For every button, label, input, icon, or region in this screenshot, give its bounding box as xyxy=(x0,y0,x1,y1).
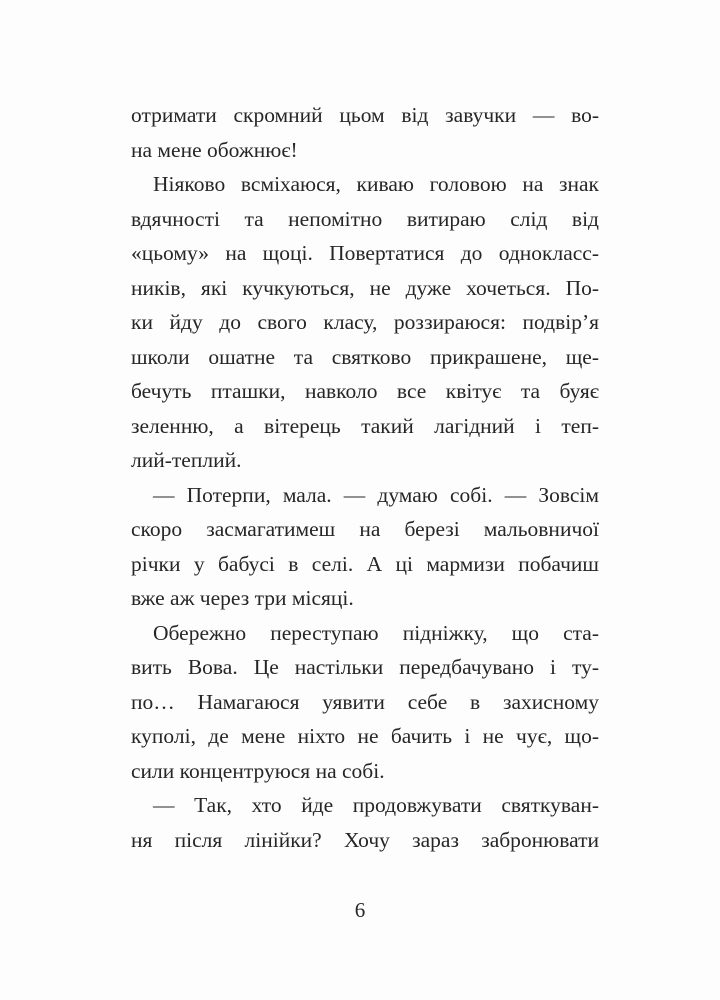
body-text xyxy=(131,98,599,857)
text-line: лий-теплий. xyxy=(131,448,242,472)
text-line: скоро засмагатимеш на березі мальовничої xyxy=(131,517,599,541)
text-line: бечуть пташки, навколо все квітує та буяє xyxy=(131,379,599,403)
text-line: школи ошатне та святково прикрашене, ще- xyxy=(131,344,599,369)
text-line: зеленню, а вітерець такий лагідний і теп- xyxy=(131,413,599,438)
text-line: Ніяково всміхаюся, киваю головою на знак xyxy=(153,172,599,196)
page-number: 6 xyxy=(354,898,366,922)
text-line: ників, які кучкуються, не дуже хочеться. По- xyxy=(131,275,599,300)
text-line: — Потерпи, мала. — думаю собі. — Зовсім xyxy=(153,482,599,507)
text-line: на мене обожнює! xyxy=(131,137,298,162)
text-line: куполі, де мене ніхто не бачить і не чує, що- xyxy=(131,724,599,748)
text-line: вже аж через три місяці. xyxy=(131,586,354,610)
text-line: річки у бабусі в селі. А ці мармизи побачиш xyxy=(131,551,599,576)
text-line: отримати скромний цьом від завучки — во- xyxy=(131,103,599,127)
text-line: по… Намагаюся уявити себе в захисному xyxy=(131,689,599,714)
text-line: ня після лінійки? Хочу зараз забронювати xyxy=(131,827,599,852)
text-line: «цьому» на щоці. Повертатися до однокласс- xyxy=(131,241,599,265)
text-line: сили концентруюся на собі. xyxy=(131,758,385,783)
text-line: вдячності та непомітно витираю слід від xyxy=(131,206,599,231)
text-line: — Так, хто йде продовжувати святкуван- xyxy=(153,793,599,817)
text-line: Обережно переступаю підніжку, що ста- xyxy=(153,620,599,645)
text-line: вить Вова. Це настільки передбачувано і ту- xyxy=(131,655,599,679)
text-line: ки йду до свого класу, роззираюся: подвір’я xyxy=(131,310,599,334)
